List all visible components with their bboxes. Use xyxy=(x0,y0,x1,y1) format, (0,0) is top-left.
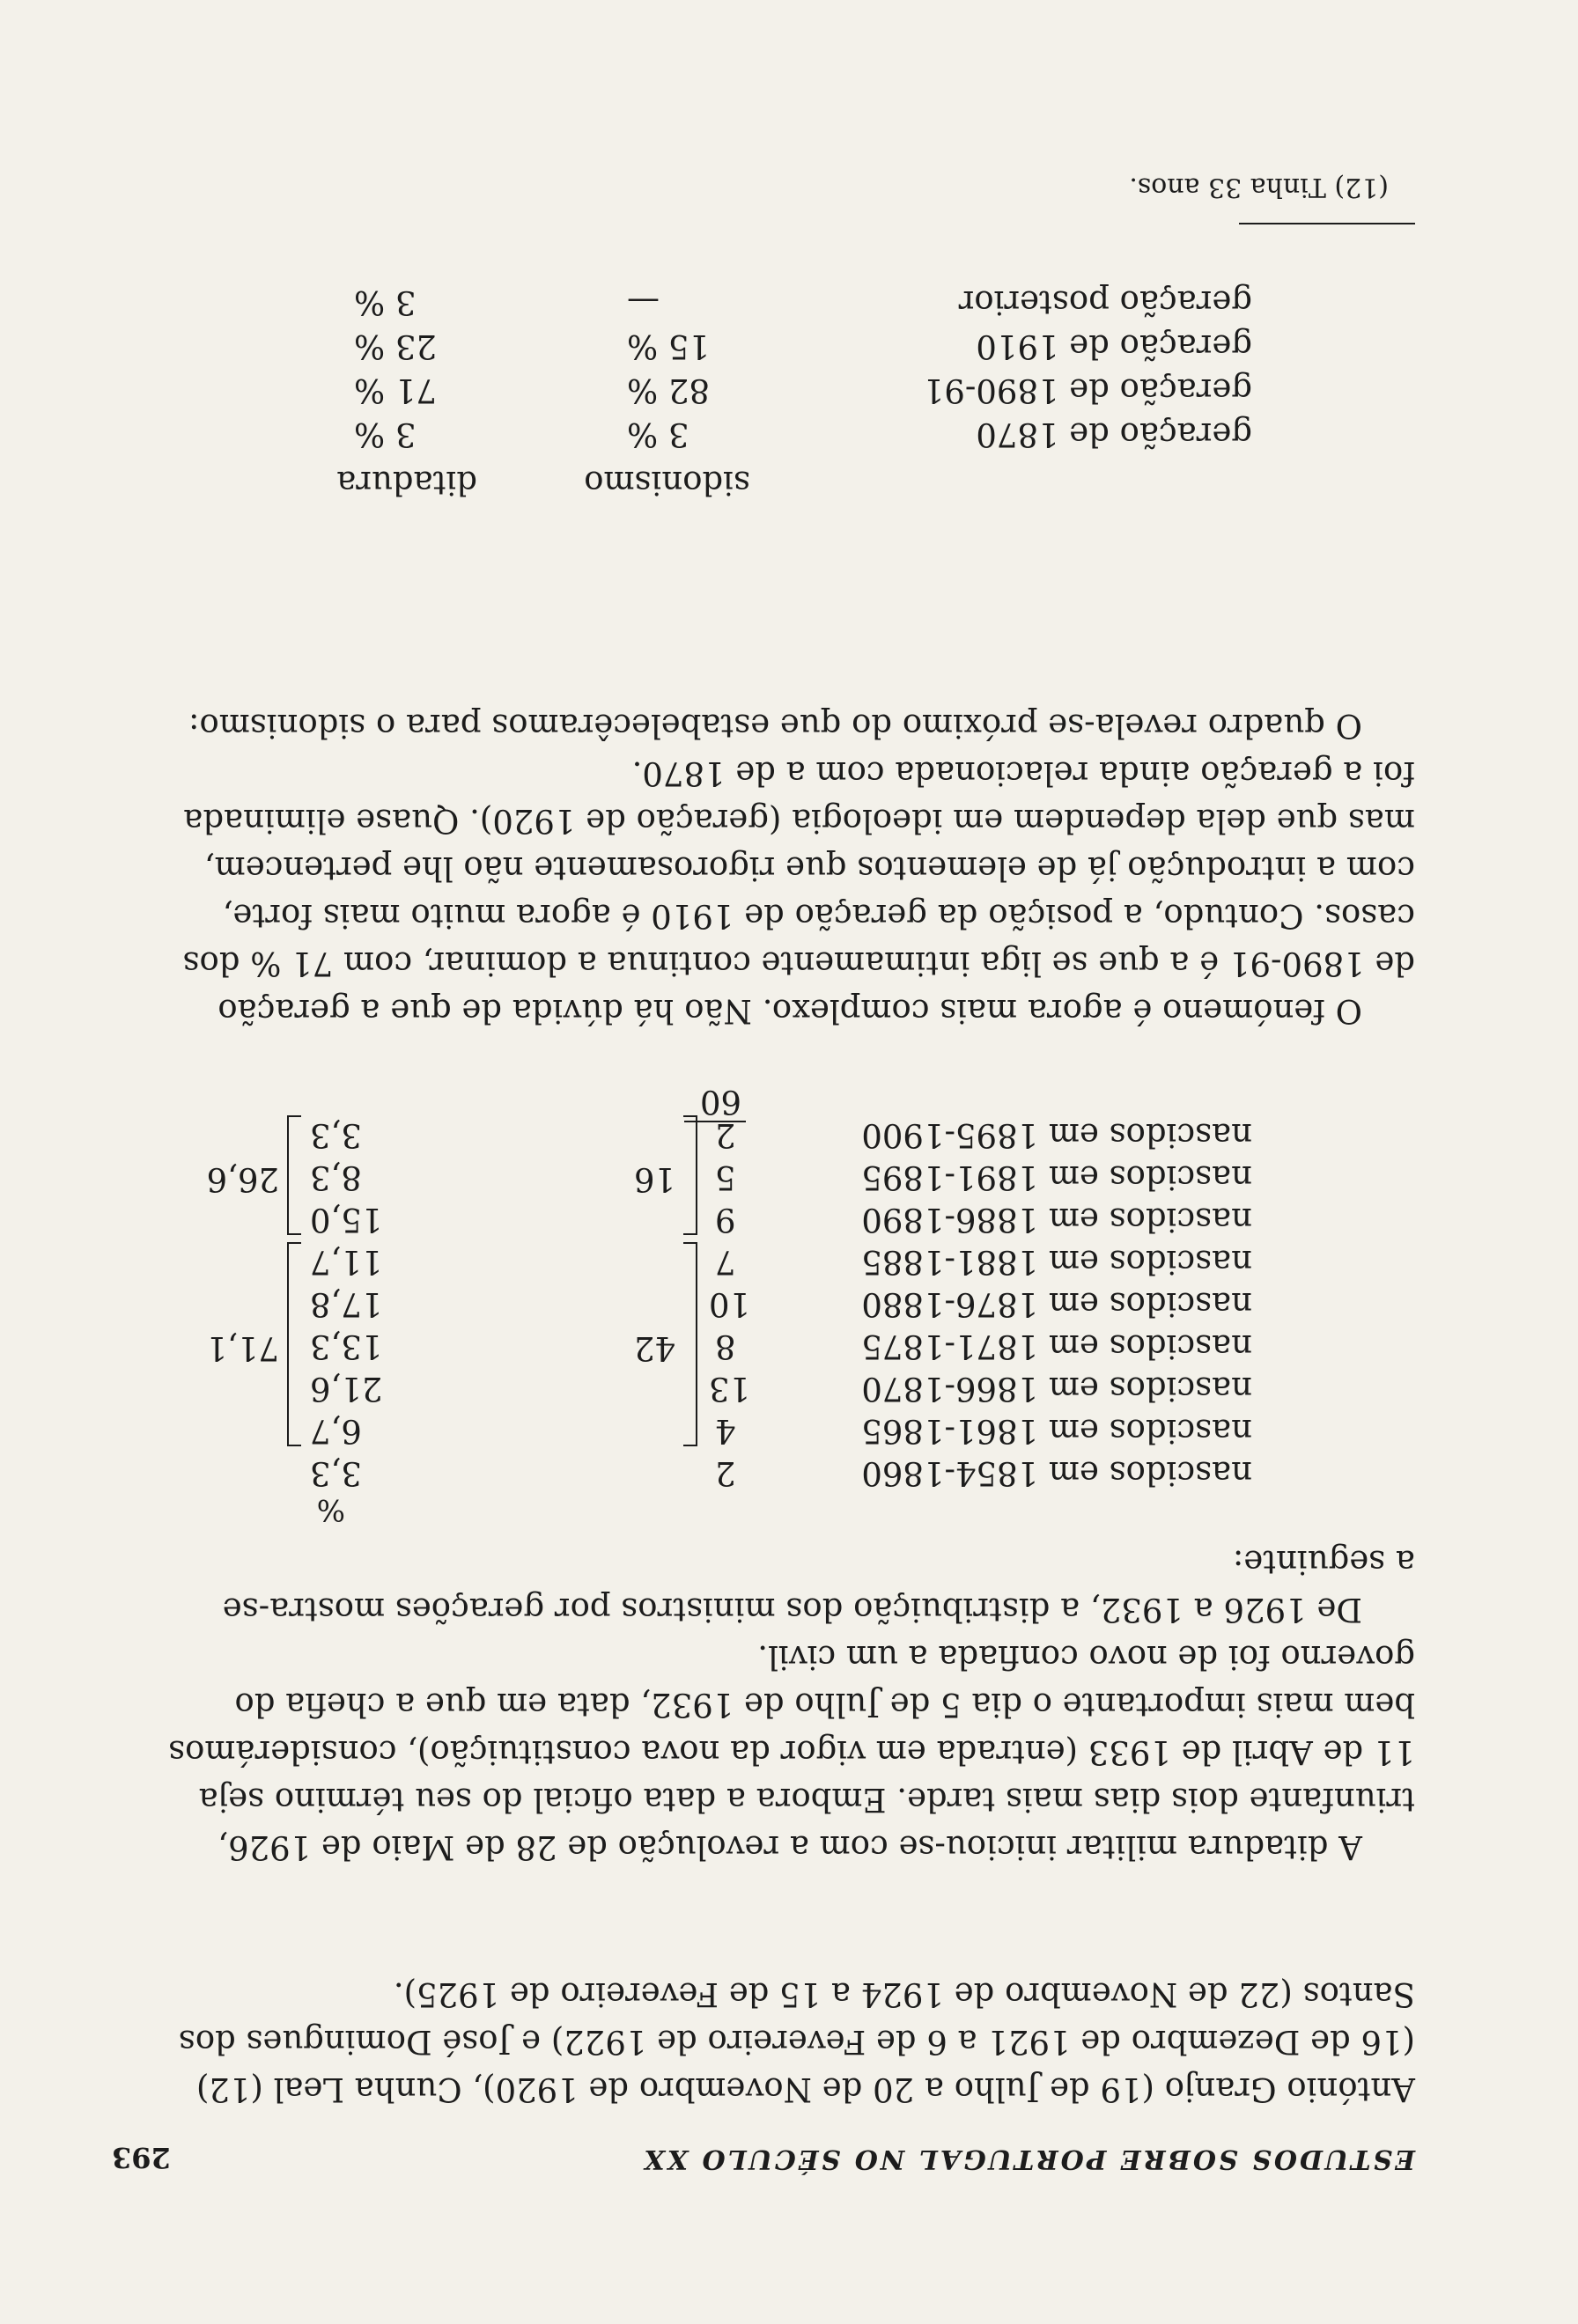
row-label: nascidos em 1895-1900 xyxy=(861,1116,1252,1154)
row-percent: 6,7 xyxy=(310,1412,362,1450)
row-label: geração de 1870 xyxy=(976,416,1252,453)
sidonismo-value: 3 % xyxy=(627,416,689,453)
row-count: 4 xyxy=(715,1412,736,1450)
text-line: O quadro revela-se próximo do que estabelecêramos para o sidonismo: xyxy=(188,707,1362,745)
table-row xyxy=(213,1237,1252,1281)
text-line: foi a geração ainda relacionada com a de 1870. xyxy=(631,754,1415,792)
percent-header: % xyxy=(316,1492,345,1527)
row-count: 7 xyxy=(715,1243,736,1281)
row-percent: 3,3 xyxy=(310,1116,362,1154)
running-title: ESTUDOS SOBRE PORTUGAL NO SÉCULO XX xyxy=(641,2144,1415,2174)
row-label: nascidos em 1871-1875 xyxy=(861,1327,1252,1365)
text-line: mas que dela dependem em ideologia (geração de 1920). Quase eliminada xyxy=(183,802,1415,840)
page-number: 293 xyxy=(112,2141,171,2174)
row-label: nascidos em 1881-1885 xyxy=(861,1243,1252,1281)
table-row xyxy=(284,277,1252,321)
text-line: triunfante dois dias mais tarde. Embora a data oficial do seu término seja xyxy=(198,1781,1415,1819)
ditadura-value: 3 % xyxy=(354,283,417,321)
paragraph-analysis xyxy=(112,702,1415,1034)
row-label: nascidos em 1876-1880 xyxy=(861,1285,1252,1323)
text-line: (16 de Dezembro de 1921 a 6 de Fevereiro de 1922) e José Domingues dos xyxy=(178,2023,1415,2061)
paragraph-ministers xyxy=(112,1970,1415,2113)
row-label: nascidos em 1861-1865 xyxy=(861,1412,1252,1450)
row-count: 13 xyxy=(708,1370,750,1408)
footnote: (12) Tinha 33 anos. xyxy=(1129,172,1389,202)
row-label: geração posterior xyxy=(958,283,1252,321)
comparison-table xyxy=(284,273,1252,502)
text-line: casos. Contudo, a posição da geração de 1910 é agora muito mais forte, xyxy=(222,897,1415,935)
column-header: sidonismo xyxy=(584,464,750,502)
text-line: com a introdução já de elementos que rigorosamente não lhe pertencem, xyxy=(203,849,1415,887)
table-row xyxy=(284,365,1252,409)
table-row xyxy=(213,1448,1252,1492)
ditadura-value: 71 % xyxy=(354,371,437,409)
text-line: Santos (22 de Novembro de 1924 a 15 de Fevereiro de 1925). xyxy=(393,1975,1415,2013)
table-row xyxy=(284,321,1252,365)
row-percent: 17,8 xyxy=(310,1285,383,1323)
running-head xyxy=(112,2130,1415,2174)
group-percent: 26,6 xyxy=(206,1160,279,1198)
table-row xyxy=(213,1279,1252,1323)
table-row xyxy=(213,1364,1252,1408)
footnote-rule xyxy=(1239,223,1415,224)
row-percent: 8,3 xyxy=(310,1158,362,1196)
row-label: nascidos em 1854-1860 xyxy=(861,1454,1252,1492)
text-line: governo foi de novo confiada a um civil. xyxy=(757,1638,1415,1676)
row-percent: 11,7 xyxy=(310,1243,383,1281)
sidonismo-value: — xyxy=(627,283,660,321)
percent-bracket xyxy=(287,1242,301,1446)
row-label: geração de 1910 xyxy=(976,327,1252,365)
ditadura-value: 3 % xyxy=(354,416,417,453)
table-row xyxy=(284,409,1252,453)
row-percent: 15,0 xyxy=(310,1201,383,1239)
row-count: 2 xyxy=(715,1454,736,1492)
row-percent: 3,3 xyxy=(310,1454,362,1492)
group-count: 42 xyxy=(633,1329,675,1367)
sidonismo-value: 82 % xyxy=(627,371,710,409)
row-count: 2 xyxy=(715,1116,736,1154)
table-row xyxy=(213,1195,1252,1239)
ditadura-value: 23 % xyxy=(354,327,437,365)
text-line: A ditadura militar iniciou-se com a revolução de 28 de Maio de 1926, xyxy=(218,1828,1362,1866)
total-rule xyxy=(684,1121,746,1122)
group-count: 16 xyxy=(633,1160,675,1198)
row-label: nascidos em 1866-1870 xyxy=(861,1370,1252,1408)
paragraph-ditadura xyxy=(112,1538,1415,1871)
group-percent: 71,1 xyxy=(206,1329,279,1367)
text-line: de 1890-91 é a que se liga intimamente continua a dominar, com 71 % dos xyxy=(182,945,1415,982)
percent-bracket xyxy=(287,1115,301,1235)
total-count: 60 xyxy=(699,1083,741,1121)
text-line: 11 de Abril de 1933 (entrada em vigor da nova constituição), considerámos xyxy=(168,1733,1415,1771)
text-line: a seguinte: xyxy=(1232,1543,1415,1581)
text-line: bem mais importante o dia 5 de Julho de 1932, data em que a chefia do xyxy=(234,1686,1415,1724)
table-row xyxy=(213,1406,1252,1450)
generation-table xyxy=(206,1083,1252,1527)
count-bracket xyxy=(683,1242,697,1446)
column-header: ditadura xyxy=(336,464,477,502)
row-label: geração de 1890-91 xyxy=(923,371,1252,409)
row-percent: 13,3 xyxy=(310,1327,383,1365)
table-row xyxy=(213,1152,1252,1196)
table-row xyxy=(213,1321,1252,1365)
row-label: nascidos em 1891-1895 xyxy=(861,1158,1252,1196)
sidonismo-value: 15 % xyxy=(627,327,710,365)
row-percent: 21,6 xyxy=(310,1370,383,1408)
row-label: nascidos em 1886-1890 xyxy=(861,1201,1252,1239)
row-count: 8 xyxy=(715,1327,736,1365)
row-count: 9 xyxy=(715,1201,736,1239)
row-count: 5 xyxy=(715,1158,736,1196)
text-line: De 1926 a 1932, a distribuição dos ministros por gerações mostra-se xyxy=(222,1591,1362,1629)
text-line: António Granjo (19 de Julho a 20 de Novembro de 1920), Cunha Leal (12) xyxy=(195,2070,1415,2108)
count-bracket xyxy=(683,1115,697,1235)
text-line: O fenómeno é agora mais complexo. Não há dúvida de que a geração xyxy=(218,992,1362,1030)
row-count: 10 xyxy=(708,1285,750,1323)
